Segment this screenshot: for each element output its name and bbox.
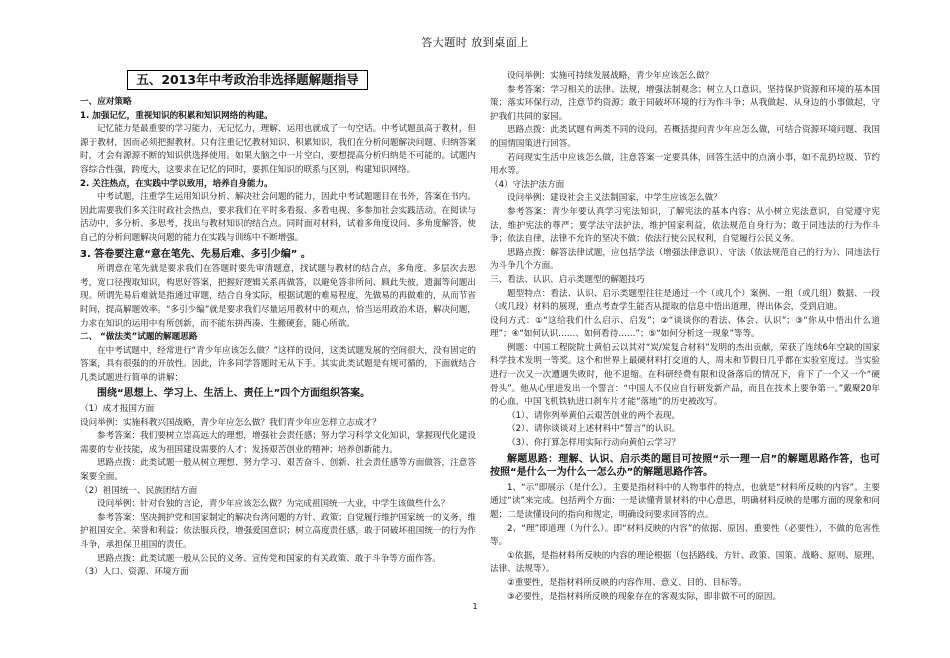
page-header: 答大题时 放到桌面上 — [421, 36, 529, 49]
paragraph: 一、应对策略 — [80, 97, 132, 107]
paragraph: 中考试题，注重学生运用知识分析、解决社会问题的能力，因此中考试题题目在书外，答案在书内。因此需要我们多关注时政社会热点，要求我们在平时多看报、多看电视、多参加社会实践活动。在阅读与活动中，多分析、多思考，找出与教材知识的结合点。同时面对材料，试着多角度设问、多角度解答，使自己的分析问题解决问题的能力在实践与训练中不断增强。 — [80, 192, 476, 243]
paragraph: （2）、请你谈谈对上述材料中“誓言”的认识。 — [507, 424, 681, 435]
paragraph: 1、“示”即展示（是什么）。主要是指材料中的人物事件的特点，也就是“材料所反映的内容”。主要通过“读”来完成。包括两个方面：一是读懂背景材料的中心意思，明确材料反映的是哪方面的现象和问题；二是读懂设问的指向和规定，明确设问要求回答的点。 — [490, 482, 880, 520]
paragraph: 2、“理”即道理（为什么）。即“材料反映的内容”的依据、原因、重要性（必要性），不做的危害性等。 — [490, 523, 880, 548]
paragraph: 围绕“思想上、学习上、生活上、责任上”四个方面组织答案。 — [97, 388, 371, 400]
paragraph: 参考答案：我们要树立崇高远大的理想，增强社会责任感；努力学习科学文化知识，掌握现代化建设需要的专业技能，成为祖国建设需要的人才；发扬艰苦创业的精神；培养创新能力。 — [80, 431, 476, 455]
paragraph: （3）人口、资源、环境方面 — [80, 567, 189, 578]
paragraph: 设问方式：①“这给我们什么启示、启发”；②“谈谈你的看法、体会、认识”；③“你从中悟出什么道理”；④“如何认识……、如何看待……”；⑤“如何分析这一现象”等等。 — [490, 315, 880, 340]
paragraph: （4）守法护法方面 — [490, 179, 565, 190]
paragraph: 3. 答卷要注意“意在笔先、先易后难、多引少编” 。 — [80, 248, 311, 260]
paragraph: （2）祖国统一、民族团结方面 — [80, 485, 198, 496]
paragraph: （3）、你打算怎样用实际行动向黄伯云学习？ — [507, 438, 681, 449]
paragraph: 思路点拨：此类试题一般从公民的义务、宣传党和国家的有关政策、敢于斗争等方面作答。 — [97, 553, 441, 564]
paragraph: 1. 加强记忆，重视知识的积累和知识网络的构建。 — [80, 110, 273, 121]
paragraph: （1）、请你列举黄伯云艰苦创业的两个表现。 — [507, 410, 681, 421]
paragraph: 若问现实生活中应该怎么做，注意答案一定要具体，回答生活中的点滴小事，如不乱扔垃圾、节约用水等。 — [490, 152, 880, 177]
paragraph: 思路点拨：此类试题有两类不同的设问，若概括提问青少年应怎么做，可结合资源环境问题、我国的国情国策进行回答。 — [490, 125, 880, 149]
paragraph: 思路点拨：此类试题一般从树立理想、努力学习、艰苦奋斗、创新、社会责任感等方面做答，注意答案要全面。 — [80, 458, 476, 483]
paragraph: （1）成才报国方面 — [80, 404, 155, 415]
paragraph: 三、看法、认识、启示类题型的解题技巧 — [490, 274, 645, 285]
paragraph: 在中考试题中，经常进行“青少年应该怎么做？”这样的设问，这类试题发展的空间很大，没有固定的答案，具有很强的的开放性。因此，许多同学答题时无从下手。其实此类试题是有规可循的，下面就结合几类试题进行简单的讲解： — [80, 345, 476, 383]
paragraph: 二、 “做法类”试题的解题思路 — [80, 332, 198, 343]
paragraph: 例题：中国工程院院士黄伯云以其对“炭/炭复合材料”发明的杰出贡献，荣获了连续6年空缺的国家科学技术发明一等奖。这个和世界上最硬材料打交道的人，周末和节假日几乎都在实验室度过。当实验进行一次又一次遭遇失败时，他不退缩。在科研经费有限和设备落后的情况下，肯下了一个又一个“硬骨头”。他从心里进发出一个誓言：“中国人不仅应自行研发新产品，而且在技术上要争第一。”戴聚20年的心血，中国飞机铁轨进口刹车片才能“落地”的历史被改写。 — [490, 342, 880, 408]
paragraph: 设问举例：实施可持续发展战略，青少年应该怎么做？ — [507, 71, 714, 81]
paragraph: 所谓意在笔先就是要求我们在答题时要先审清题意，找试题与教材的结合点，多角度、多层次去思考，宽口径搜取知识，构思好答案，把握好逻辑关系再做答，以避免答非所问、顾此失彼，遗漏等问题出现。所谓先易后难就是指通过审题，结合自身实际，根据试题的难易程度，先做易的再做难的，从而节省时间，提高解题效率。“多引少编”就是要求我们尽量运用教材中的观点，恰当运用政治术语，解决问题，力求在知识的运用中有所创新，而不能东拼西凑、生搬硬套，随心所欲。 — [80, 264, 476, 329]
paragraph: ②重要性，是指材料所反映的内容作用、意义、目的、目标等。 — [507, 577, 747, 588]
paragraph: 参考答案：学习相关的法律、法规，增强法制观念；树立人口意识，坚持保护资源和环境的基本国策；落实环保行动，注意节约资源；敢于同破坏环境的行为作斗争；从我做起、从身边的小事做起，守护我们共同的家园。 — [490, 84, 880, 122]
paragraph: 设问举例：建设社会主义法制国家，中学生应该怎么做？ — [507, 193, 722, 204]
paragraph: 设问举例：实施科教兴国战略，青少年应怎么做？我们青少年应怎样立志成才？ — [80, 417, 381, 428]
paragraph: 思路点拨：解答法律试题，应包括学法（增强法律意识）、守法（依法规范自己的行为）、同违法行为斗争几个方面。 — [490, 247, 880, 272]
right-column — [490, 70, 880, 604]
paragraph: 解题思路：理解、认识、启示类的题目可按照“示一理一启”的解题思路作答，也可按照“是什么一为什么一怎么办”的解题思路作答。 — [490, 453, 880, 479]
paragraph: 参考答案：坚决拥护党和国家制定的解决台湾问题的方针、政策；自觉履行维护国家统一的义务，维护祖国安全、荣誉和利益；依法服兵役，增强爱国意识；树立高度责任感，敢于同破坏祖国统一的行为作斗争，承担保卫祖国的责任。 — [80, 512, 476, 550]
left-column — [80, 70, 476, 580]
paragraph: ①依据，是指材料所反映的内容的理论根据（包括路线、方针、政策、国策、战略、原则、原理、法律、法规等）。 — [490, 550, 880, 575]
right-column-body — [490, 70, 880, 604]
paragraph: 设问举例：针对台独的言论，青少年应该怎么做？为完成祖国统一大业，中学生该做些什么？ — [97, 499, 450, 510]
left-column-body — [80, 96, 476, 580]
section-title: 五、2013年中考政治非选择题解题指导 — [127, 70, 368, 90]
paragraph: 2. 关注热点，在实践中学以致用，培养自身能力。 — [80, 178, 273, 189]
paragraph: 题型特点：看法、认识、启示类题型往往是通过一个（或几个）案例、一组（或几组）数据、一段（或几段）材料的展现，重点考查学生能否从提取的信息中悟出道理，得出体会，受到启迪。 — [490, 288, 880, 313]
paragraph: 参考答案：青少年要认真学习宪法知识，了解宪法的基本内容；从小树立宪法意识，自觉遵守宪法，维护宪法的尊严；要学法守法护法，维护国家利益，依法规范自身行为；敢于同违法的行为作斗争；依法自律，法律不允许的坚决不做；依法行使公民权利，自觉履行公民义务。 — [490, 206, 880, 245]
paragraph: ③必要性，是指材料所反映的现象存在的客观实际，即非做不可的原因。 — [507, 591, 782, 602]
paragraph: 记忆能力是最重要的学习能力，无记忆力，理解、运用也就成了一句空话。中考试题虽高于教材，但源于教材，因而必须把握教材。只有注重记忆教材知识、积累知识，我们在分析问题解决问题、归纳答案时，才会有源源不断的知识供选择使用。如果大脑之中一片空白，要想提高分析归纳是不可能的。试题内容综合性强，跨度大，这要求在记忆的同时，要抓住知识的联系与区别，构建知识网络。 — [80, 124, 476, 175]
page-number: 1 — [472, 602, 478, 611]
